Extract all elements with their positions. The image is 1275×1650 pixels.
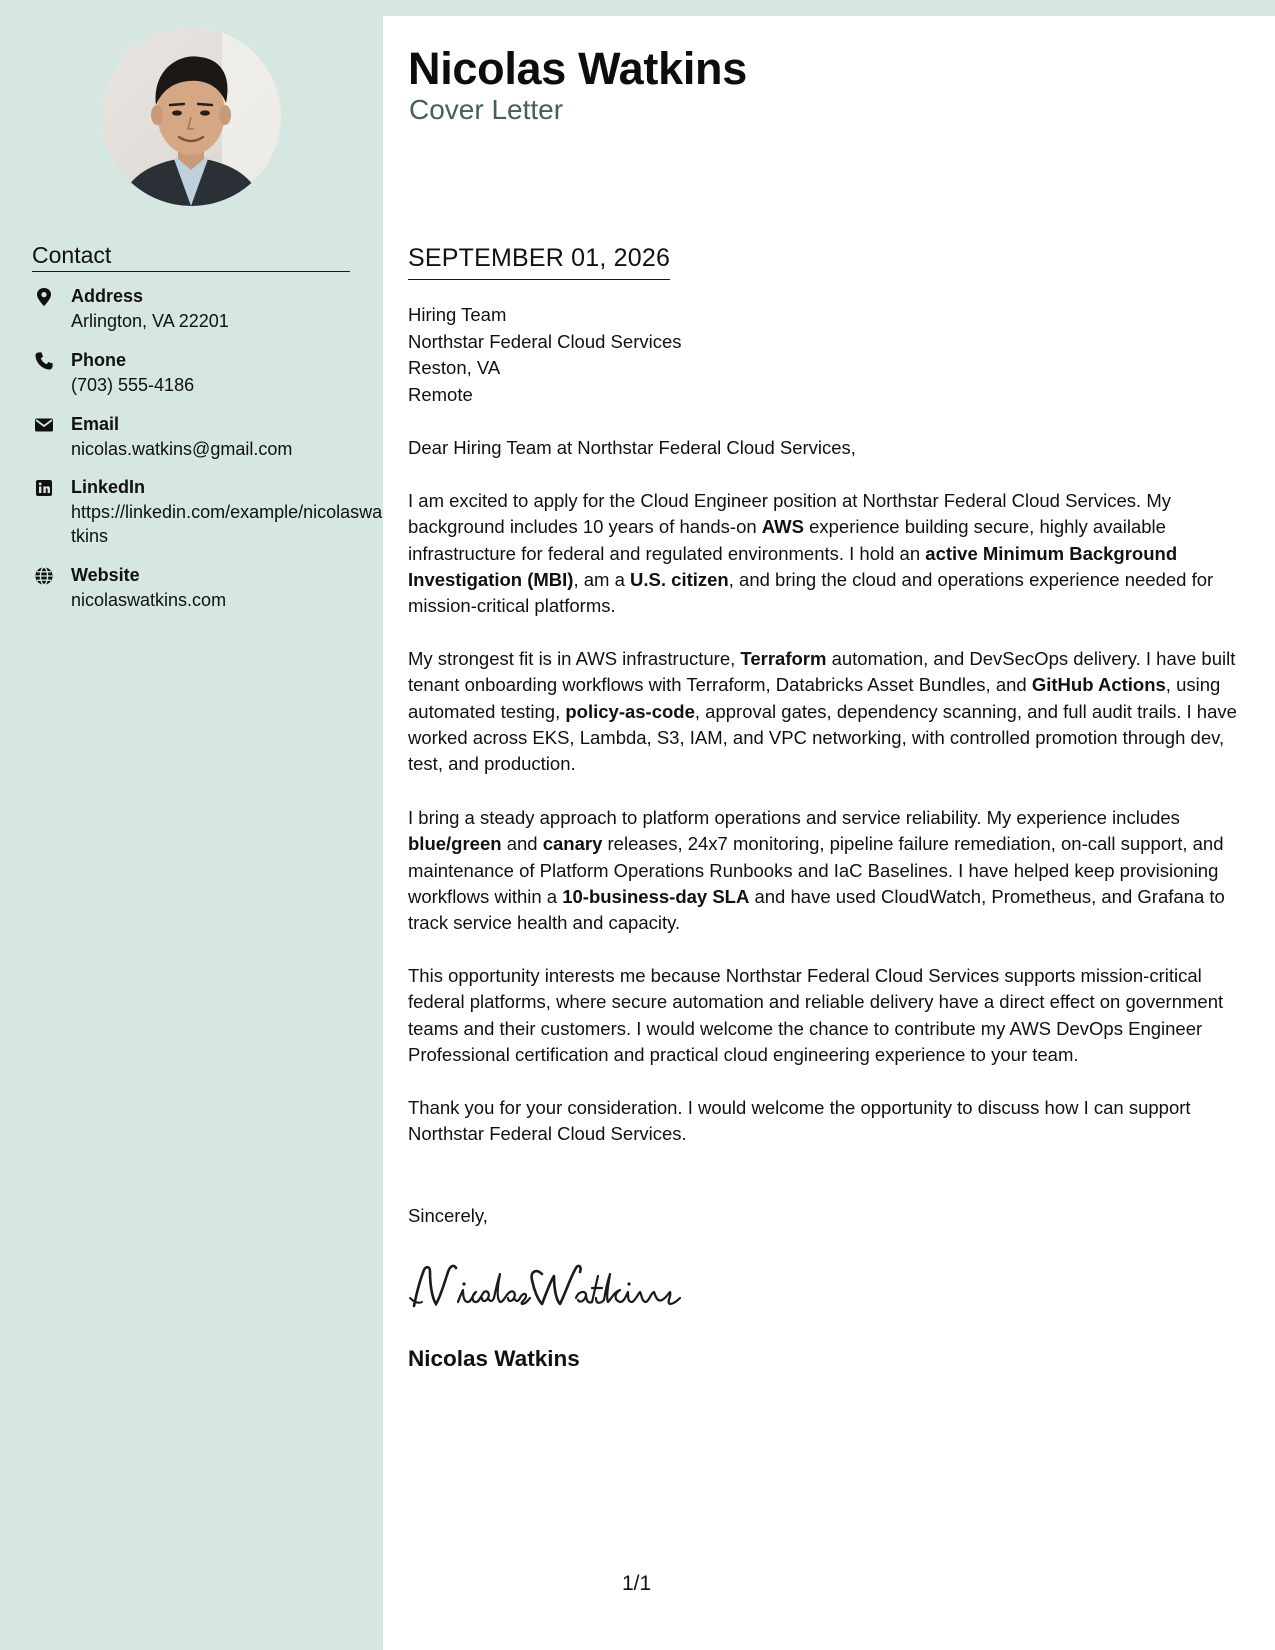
envelope-icon bbox=[34, 415, 54, 435]
paragraph-text: This opportunity interests me because Northstar Federal Cloud Services supports mission-critical federal platforms, where secure automation and reliable delivery have a direct effect on government teams and their customers. I would welcome the chance to contribute my AWS DevOps Engineer Professional certification and practical cloud engineering experience to your team. bbox=[408, 965, 1224, 1065]
linkedin-link[interactable]: https://linkedin.com/example/nicolaswatkins bbox=[71, 502, 383, 546]
signer-name: Nicolas Watkins bbox=[408, 1346, 580, 1371]
body-paragraph bbox=[408, 646, 1248, 777]
emphasis-text: Terraform bbox=[740, 648, 827, 669]
linkedin-icon bbox=[34, 478, 54, 498]
profile-photo bbox=[102, 27, 281, 206]
document-subtitle: Cover Letter bbox=[409, 94, 564, 125]
emphasis-text: blue/green bbox=[408, 833, 502, 855]
paragraph-text: experience building secure, highly available infrastructure for federal and regulated environments. I hold an bbox=[408, 516, 1166, 564]
recipient-line: Northstar Federal Cloud Services bbox=[408, 330, 682, 352]
recipient-line: Remote bbox=[408, 383, 473, 405]
paragraph-text: I am excited to apply for the Cloud Engineer position at Northstar Federal Cloud Services. My background includes 10 years of hands-on bbox=[408, 490, 1171, 538]
paragraph-text: automation, and DevSecOps delivery. I have built tenant onboarding workflows with Terraform, Databricks Asset Bundles, and bbox=[408, 648, 1236, 696]
paragraph-text: releases, 24x7 monitoring, pipeline failure remediation, on-call support, and maintenance of Platform Operations Runbooks and IaC Baselines. I have helped keep provisioning workflows within a bbox=[408, 833, 1224, 907]
phone-value: (703) 555-4186 bbox=[71, 375, 195, 395]
email-value: nicolas.watkins@gmail.com bbox=[71, 439, 293, 459]
map-pin-icon bbox=[34, 287, 54, 307]
address-label: Address bbox=[71, 286, 144, 306]
paragraph-text: Thank you for your consideration. I would welcome the opportunity to discuss how I can support Northstar Federal Cloud Services. bbox=[408, 1097, 1191, 1145]
emphasis-text: canary bbox=[542, 833, 603, 855]
email-label: Email bbox=[71, 414, 120, 434]
paragraph-text: , using automated testing, bbox=[408, 674, 1221, 722]
phone-icon bbox=[34, 351, 54, 371]
website-link[interactable]: nicolaswatkins.com bbox=[71, 590, 227, 610]
address-value: Arlington, VA 22201 bbox=[71, 311, 229, 331]
page-number: 1/1 bbox=[622, 1572, 652, 1595]
linkedin-label: LinkedIn bbox=[71, 477, 146, 497]
paragraph-text: and bbox=[501, 833, 543, 855]
emphasis-text: policy-as-code bbox=[565, 700, 695, 722]
paragraph-text: and have used CloudWatch, Prometheus, and Grafana to track service health and capacity. bbox=[408, 885, 1225, 934]
recipient-line: Reston, VA bbox=[408, 357, 501, 378]
contact-heading: Contact bbox=[32, 242, 350, 272]
applicant-name: Nicolas Watkins bbox=[408, 43, 747, 94]
paragraph-text: , am a bbox=[573, 568, 631, 590]
phone-label: Phone bbox=[71, 350, 127, 370]
letter-date: SEPTEMBER 01, 2026 bbox=[408, 243, 670, 280]
body-paragraph bbox=[408, 1095, 1248, 1148]
website-label: Website bbox=[71, 565, 140, 585]
emphasis-text: 10-business-day SLA bbox=[562, 885, 750, 907]
body-paragraph bbox=[408, 963, 1248, 1068]
salutation: Dear Hiring Team at Northstar Federal Cloud Services, bbox=[408, 437, 856, 458]
emphasis-text: AWS bbox=[761, 516, 804, 538]
paragraph-text: , approval gates, dependency scanning, and full audit trails. I have worked across EKS, Lambda, S3, IAM, and VPC networking, with controlled promotion through dev, test, and production. bbox=[408, 700, 1237, 775]
paragraph-text: , and bring the cloud and operations experience needed for mission-critical platforms. bbox=[408, 568, 1214, 617]
emphasis-text: U.S. citizen bbox=[630, 568, 729, 590]
avatar bbox=[102, 27, 281, 206]
body-paragraph bbox=[408, 805, 1248, 936]
handwritten-signature bbox=[408, 1258, 688, 1320]
paragraph-text: I bring a steady approach to platform operations and service reliability. My experience includes bbox=[408, 807, 1180, 828]
recipient-line: Hiring Team bbox=[408, 304, 507, 325]
emphasis-text: GitHub Actions bbox=[1031, 674, 1166, 696]
paragraph-text: My strongest fit is in AWS infrastructure, bbox=[408, 648, 741, 669]
sign-off: Sincerely, bbox=[408, 1205, 488, 1226]
body-paragraph bbox=[408, 488, 1248, 619]
emphasis-text: active Minimum Background Investigation (MBI) bbox=[408, 542, 1178, 590]
recipient-block bbox=[408, 302, 682, 408]
globe-icon bbox=[34, 566, 54, 586]
